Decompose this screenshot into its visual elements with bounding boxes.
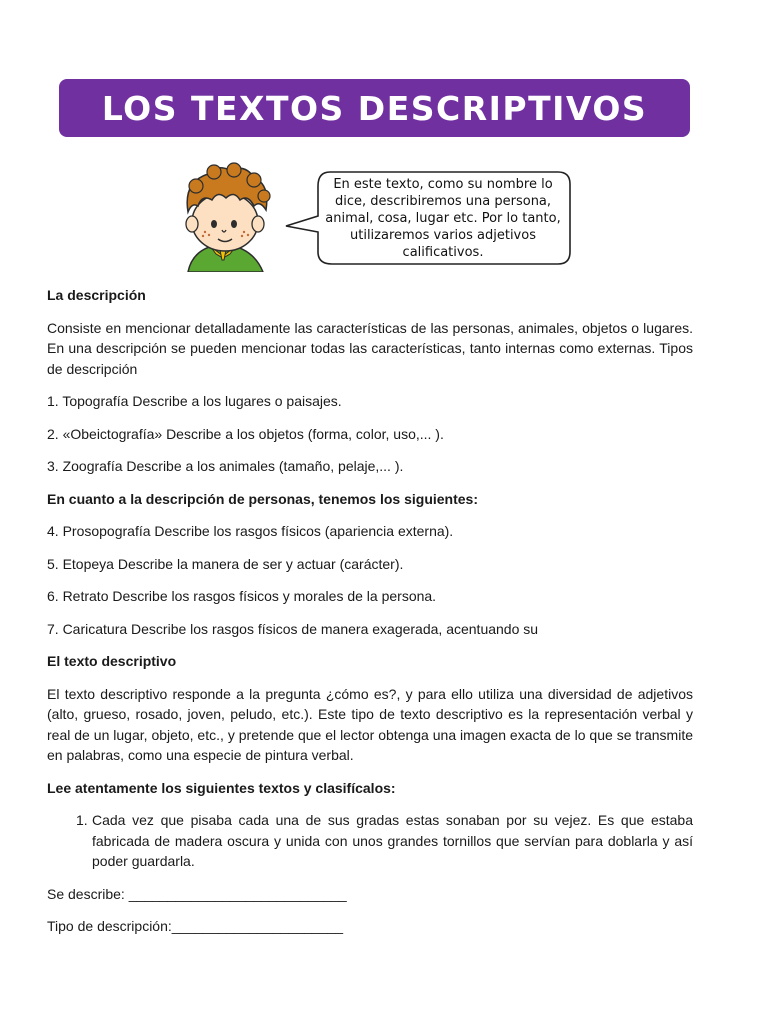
list-item: 1. Topografía Describe a los lugares o paisajes.: [47, 393, 342, 409]
page-title: LOS TEXTOS DESCRIPTIVOS: [101, 88, 648, 128]
list-item: 4. Prosopografía Describe los rasgos físicos (apariencia externa).: [47, 523, 454, 539]
heading-la-descripcion: La descripción: [47, 287, 146, 303]
title-banner: [59, 79, 690, 137]
heading-texto-descriptivo: El texto descriptivo: [47, 653, 177, 669]
list-item: 6. Retrato Describe los rasgos físicos y morales de la persona.: [47, 588, 437, 604]
list-item: 3. Zoografía Describe a los animales (tamaño, pelaje,... ).: [47, 458, 404, 474]
exercise-number: 1.: [76, 812, 88, 828]
exercise-item: [47, 810, 693, 872]
document-body: [47, 285, 693, 949]
boy-character-icon: [186, 163, 270, 272]
speech-bubble-text: En este texto, como su nombre lo dice, describiremos una persona, animal, cosa, lugar etc. Por lo tanto, utilizaremos varios adjetivos calificativos.: [325, 177, 561, 260]
exercise-text: Cada vez que pisaba cada una de sus gradas estas sonaban por su vejez. Es que estaba fabricada de madera oscura y unida con unos grandes tornillos que servían para doblarla y así poder guardarla.: [92, 812, 693, 869]
tipo-descripcion-line[interactable]: Tipo de descripción:______________________: [47, 918, 344, 934]
se-describe-line[interactable]: Se describe: ____________________________: [47, 885, 347, 902]
list-item: 5. Etopeya Describe la manera de ser y actuar (carácter).: [47, 555, 404, 572]
heading-exercise: Lee atentamente los siguientes textos y clasifícalos:: [47, 779, 396, 796]
list-item: 2. «Obeictografía» Describe a los objetos (forma, color, uso,... ).: [47, 425, 444, 442]
list-item: 7. Caricatura Describe los rasgos físicos de manera exagerada, acentuando su: [47, 620, 539, 637]
texto-descriptivo-paragraph: El texto descriptivo responde a la pregunta ¿cómo es?, y para ello utiliza una diversidad de adjetivos (alto, grueso, rosado, joven, peludo, etc.). Este tipo de texto descriptivo es la representación verbal y real de un lugar, objeto, etc., y pretende que el lector obtenga una imagen exacta de lo que se transmite en palabras, como una especie de pintura verbal.: [47, 685, 693, 763]
intro-paragraph: Consiste en mencionar detalladamente las características de las personas, animales, objetos o lugares. En una descripción se pueden mencionar todas las características, tanto internas como externas. Tipos de descripción: [47, 319, 693, 377]
heading-personas: En cuanto a la descripción de personas, tenemos los siguientes:: [47, 490, 479, 507]
